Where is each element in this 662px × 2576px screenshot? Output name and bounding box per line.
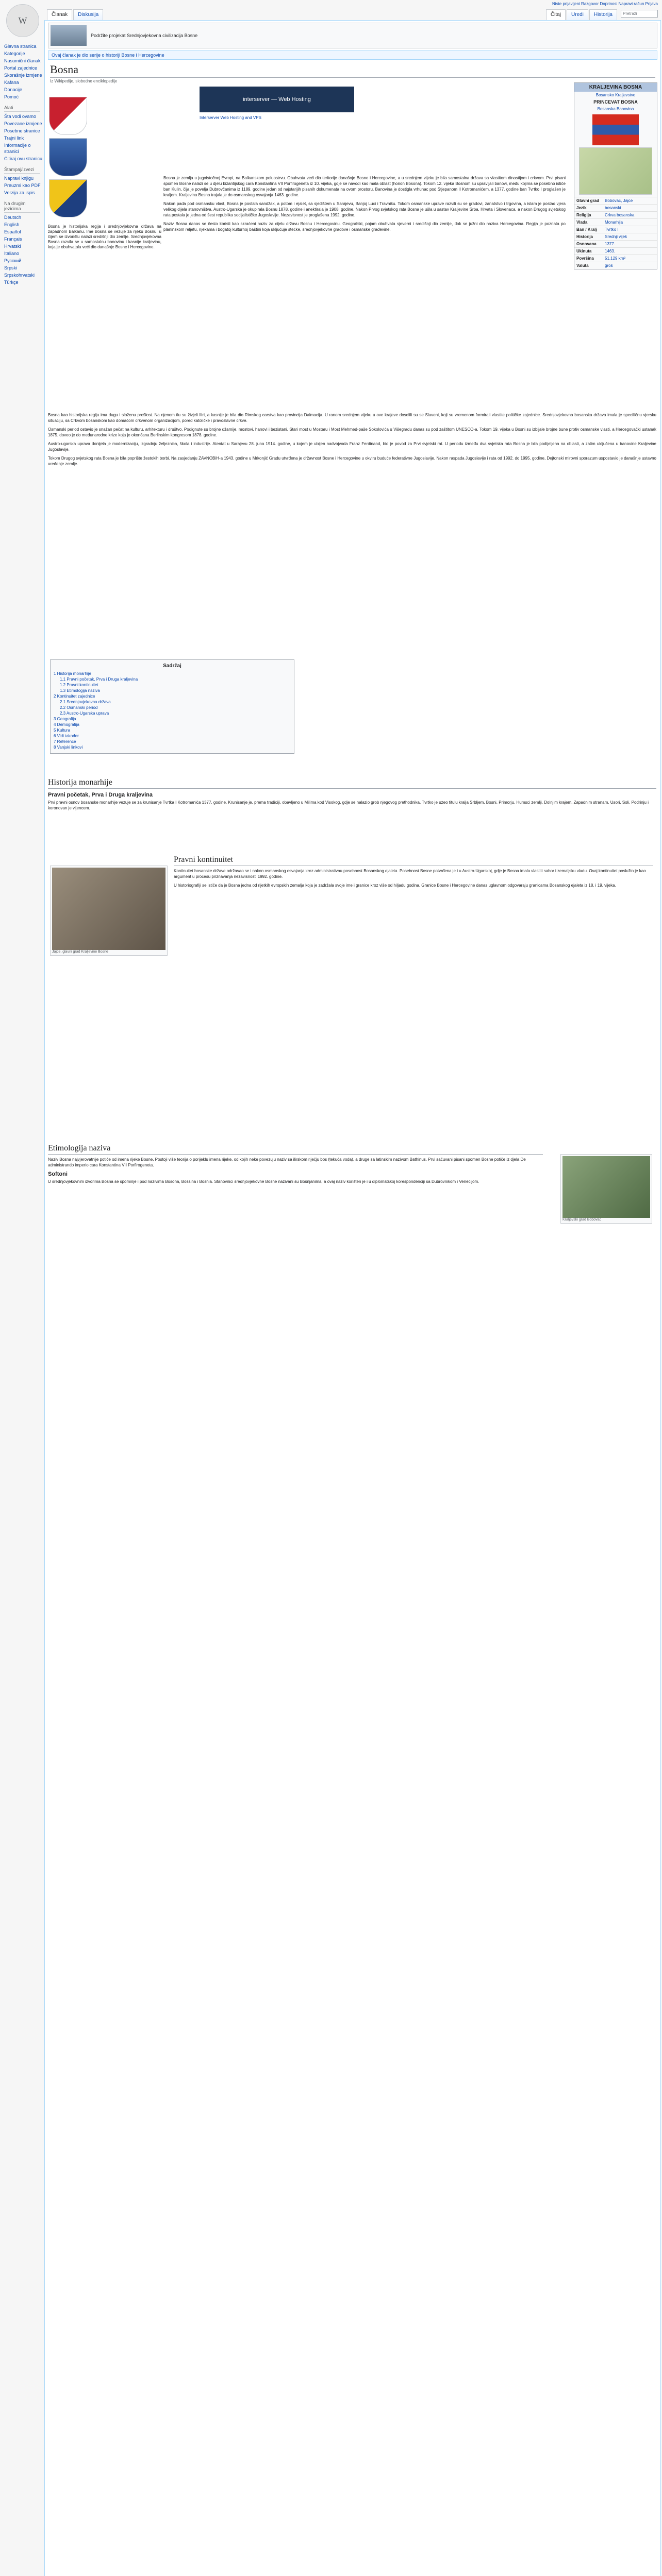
paragraph: Nakon pada pod osmansku vlast, Bosna je postala sandžak, a potom i ejalet, sa sjedištem u Sarajevu, Banjoj Luci i Travniku. Tokom osmanske uprave razvili su se gradovi, zanatstvo i trgovina, a islam je postao vjera velikog dijela stanovništva. Austro-Ugarska je okupirala Bosnu 1878. godine i anektirala je 1908. godine. Nakon Prvog svjetskog rata Bosna je ušla u sastav Kraljevine Srba, Hrvata i Slovenaca, a nakon Drugog svjetskog rata postala je jedna od šest republika socijalističke Jugoslavije. Nezavisnost je proglašena 1992. godine. xyxy=(163,201,566,217)
paragraph: Tokom Drugog svjetskog rata Bosna je bila poprište žestokih borbi. Na zasjedanju ZAVNOBiH-a 1943. godine u Mrkonjić Gradu utvrđena je državnost Bosne i Hercegovine u okviru buduće federativne Jugoslavije. Nakon raspada Jugoslavije i rata od 1992. do 1995. godine, Dejtonski mirovni sporazum uspostavio je današnje ustavno uređenje zemlje. xyxy=(48,456,656,466)
section-heading: Pravni kontinuitet xyxy=(174,855,653,866)
subsection-heading: Softoni xyxy=(48,1171,68,1177)
infobox-value[interactable]: 1463. xyxy=(605,249,616,253)
print-link[interactable]: Napravi knjigu xyxy=(4,176,34,181)
language-link[interactable]: Türkçe xyxy=(4,280,19,285)
section-etymology xyxy=(48,1144,543,1184)
header xyxy=(44,0,662,21)
sidebar-item-donate[interactable]: Donacije xyxy=(4,87,23,92)
tool-link[interactable]: Trajni link xyxy=(4,135,24,141)
infobox-value[interactable]: groš xyxy=(605,263,613,268)
paragraph: Osmanski period ostavio je snažan pečat na kulturu, arhitekturu i društvo. Podignute su brojne džamije, mostovi, hanovi i bezistani. Stari most u Mostaru i Most Mehmed-paše Sokolovića u Višegradu danas su pod zaštitom UNESCO-a. Tokom 19. vijeka u Bosni su izbijale brojne bune protiv osmanske vlasti, a Hercegovački ustanak 1875. doveo je do međunarodne krize koja je okončana Berlinskim kongresom 1878. godine. xyxy=(48,427,656,437)
paragraph: Naziv Bosna danas se često koristi kao skraćeni naziv za cijelu državu Bosnu i Hercegovinu. Geografski, pojam obuhvata sjeverni i središnji dio zemlje, dok se južni dio naziva Hercegovina. Regija je poznata po planinskom reljefu, rijekama i bogatoj kulturnoj baštini koja uključuje stećke, srednjovjekovne gradove i osmanske građevine. xyxy=(163,222,566,232)
infobox-row xyxy=(574,233,657,240)
ad-caption[interactable]: Interserver Web Hosting and VPS xyxy=(200,115,261,120)
tool-link[interactable]: Posebne stranice xyxy=(4,128,40,133)
toc-item[interactable]: 7 Reference xyxy=(54,739,76,744)
toc-item[interactable]: 1 Historija monarhije xyxy=(54,671,91,676)
language-link[interactable]: Italiano xyxy=(4,251,20,256)
infobox-row xyxy=(574,218,657,226)
sidebar xyxy=(0,0,44,2576)
sidebar-item-cafe[interactable]: Kafana xyxy=(4,80,19,85)
infobox-key: Vlada xyxy=(576,220,588,225)
body-prose xyxy=(48,412,656,470)
language-link[interactable]: Srpskohrvatski xyxy=(4,273,35,278)
paragraph: Prvi pravni osnov bosanske monarhije vezuje se za krunisanje Tvrtka I Kotromanića 1377. godine. Krunisanje je, prema tradiciji, obavljeno u Milima kod Visokog, gdje se nalazio grob njegovog prethodnika. Tvrtko je uzeo titulu kralja Srbljem, Bosni, Primorju, Humsci zemlji, Dolnjim krajem, Zapadnim stranam, Usori, Soli, Podrinju i koronovan je vijencem. xyxy=(48,800,649,810)
paragraph: Kontinuitet bosanske države održavao se i nakon osmanskog osvajanja kroz administrativnu posebnost Bosanskog ejaleta. Posebnost Bosne potvrđena je i u Austro-Ugarskoj, gdje je Bosna imala vlastiti sabor i zemaljsku vladu. Ovaj kontinuitet poslužio je kao argument u procesu priznavanja nezavisnosti 1992. godine. xyxy=(174,869,646,879)
paragraph: U srednjovjekovnim izvorima Bosna se spominje i pod nazivima Bosona, Bossina i Bosnia. Stanovnici srednjovjekovne Bosne nazivani su Bošnjanima, a ovaj naziv korišten je i u diplomatskoj korespondenciji sa Dubrovnikom i Venecijom. xyxy=(48,1179,479,1184)
toc-item[interactable]: 1.3 Etimologija naziva xyxy=(60,688,100,693)
infobox-key: Površina xyxy=(576,256,594,261)
section-continuity xyxy=(174,855,653,888)
language-link[interactable]: Русский xyxy=(4,258,22,263)
bobovac-image[interactable] xyxy=(562,1156,650,1218)
paragraph: U historiografiji se ističe da je Bosna jedna od rijetkih evropskih zemalja koja je zadržala svoje ime i granice kroz više od hiljadu godina. Granice Bosne i Hercegovine danas uglavnom odgovaraju granicama Bosanskog ejaleta iz 18. i 19. vijeka. xyxy=(174,883,616,888)
figure-bobovac xyxy=(560,1154,652,1224)
toc-item[interactable]: 5 Kultura xyxy=(54,728,71,733)
sidebar-item-community[interactable]: Portal zajednice xyxy=(4,65,38,71)
sidebar-item-main[interactable]: Glavna stranica xyxy=(4,44,37,49)
toc-item[interactable]: 4 Demografija xyxy=(54,722,79,727)
paragraph: Naziv Bosna najvjerovatnije potiče od imena rijeke Bosne. Postoji više teorija o porijeklu imena rijeke, od kojih neke povezuju naziv sa ilirskom riječju bos (tekuća voda), a druge sa latinskim nazivom Bathinus. Prvi sačuvani pisani spomen Bosne potiče iz djela De administrando imperio cara Konstantina VII Porfirogeneta. xyxy=(48,1157,526,1167)
infobox-key: Religija xyxy=(576,213,591,217)
view-tabs xyxy=(546,9,618,21)
infobox-row xyxy=(574,211,657,218)
infobox-key: Osnovana xyxy=(576,242,597,246)
sidebar-item-help[interactable]: Pomoć xyxy=(4,94,19,99)
infobox-value[interactable]: Monarhija xyxy=(605,220,623,225)
infobox-row xyxy=(574,262,657,269)
language-link[interactable]: Français xyxy=(4,236,22,242)
infobox-value[interactable]: Bobovac, Jajce xyxy=(605,198,633,203)
tab-history[interactable]: Historija xyxy=(589,9,617,21)
personal-tools[interactable]: Niste prijavljeni Razgovor Doprinosi Napravi račun Prijava xyxy=(552,2,658,6)
coat-of-arms-1 xyxy=(49,97,87,135)
language-link[interactable]: Deutsch xyxy=(4,215,22,220)
content xyxy=(44,20,661,2576)
sidebar-item-recent[interactable]: Skorašnje izmjene xyxy=(4,73,42,78)
toc-item[interactable]: 2.2 Osmanski period xyxy=(60,705,98,710)
subsection-heading: Pravni početak, Prva i Druga kraljevina xyxy=(48,792,153,798)
languages-heading: Na drugim jezicima xyxy=(4,201,40,213)
banner-image xyxy=(51,25,87,46)
page-title: Bosna xyxy=(50,63,655,78)
intro-prose xyxy=(163,175,566,235)
jajce-image[interactable] xyxy=(52,868,166,950)
print-link[interactable]: Verzija za ispis xyxy=(4,190,35,195)
infobox-key: Ukinuta xyxy=(576,249,592,253)
logo-text: W xyxy=(18,15,27,26)
banner-text[interactable]: Podržite projekat Srednjovjekovna civilizacija Bosne xyxy=(91,33,198,38)
infobox-key: Historija xyxy=(576,234,593,239)
language-link[interactable]: Srpski xyxy=(4,265,18,270)
print-link[interactable]: Preuzmi kao PDF xyxy=(4,183,41,188)
infobox-key: Glavni grad xyxy=(576,198,600,203)
infobox-row xyxy=(574,247,657,255)
coat-of-arms-3 xyxy=(49,179,87,217)
toc-item[interactable]: 2 Kontinuitet zajednice xyxy=(54,694,95,699)
tab-article[interactable]: Članak xyxy=(47,9,72,21)
infobox-value[interactable]: bosanski xyxy=(605,206,621,210)
coat-of-arms-2 xyxy=(49,138,87,176)
print-heading: Štampaj/izvezi xyxy=(4,167,40,174)
wiki-logo[interactable] xyxy=(6,4,39,37)
toc-item[interactable]: 3 Geografija xyxy=(54,717,76,721)
toc-item[interactable]: 2.1 Srednjovjekovna država xyxy=(60,700,111,704)
infobox-key: Jezik xyxy=(576,206,587,210)
tool-link[interactable]: Informacije o stranici xyxy=(4,143,31,154)
infobox-row xyxy=(574,204,657,211)
infobox-value[interactable]: 51.129 km² xyxy=(605,256,626,261)
paragraph: Bosna kao historijska regija ima dugu i složenu prošlost. Na njenom tlu su živjeli Iliri, a kasnije je bila dio Rimskog carstva kao provincija Dalmacija. U ranom srednjem vijeku u ove krajeve doselili su se Slaveni, koji su vremenom formirali vlastite političke zajednice. Srednjovjekovna bosanska država imala je specifičnu vjersku situaciju, sa Crkvom bosanskom kao domaćom crkvenom organizacijom, pored katoličke i pravoslavne crkve. xyxy=(48,413,656,423)
tab-read[interactable]: Čitaj xyxy=(546,9,566,21)
language-link[interactable]: English xyxy=(4,222,20,227)
infobox-title: KRALJEVINA BOSNA xyxy=(574,83,657,92)
infobox-key: Valuta xyxy=(576,263,589,268)
figure-jajce xyxy=(50,866,168,956)
infobox xyxy=(574,82,657,269)
figure-caption: Jajce, glavni grad Kraljevine Bosne xyxy=(52,950,108,954)
namespace-tabs xyxy=(47,9,104,21)
intro-left-text: Bosna je historijska regija i srednjovjekovna država na zapadnom Balkanu. Ime Bosna se vezuje za rijeku Bosnu, u čijem se izvorištu nalazi središnji dio zemlje. Srednjovjekovna Bosna razvila se u samostalnu banovinu i kasnije kraljevinu, koja je obuhvatala veći dio današnje Bosne i Hercegovine. xyxy=(48,224,161,249)
paragraph: Austro-ugarska uprava donijela je modernizaciju, izgradnju željeznica, škola i industrije. Atentat u Sarajevu 28. juna 1914. godine, u kojem je ubijen nadvojvoda Franz Ferdinand, bio je povod za Prvi svjetski rat. U periodu između dva svjetska rata Bosna je bila podijeljena na oblasti, a zatim uključena u banovine Kraljevine Jugoslavije. xyxy=(48,442,656,452)
tool-link[interactable]: Povezane izmjene xyxy=(4,121,42,126)
tools-heading: Alati xyxy=(4,105,40,112)
sidebar-item-random[interactable]: Nasumični članak xyxy=(4,58,41,63)
infobox-row xyxy=(574,197,657,204)
flag-image[interactable] xyxy=(592,114,639,145)
sidebar-item-categories[interactable]: Kategorije xyxy=(4,51,25,56)
map-image[interactable] xyxy=(579,147,652,195)
section-heading: Historija monarhije xyxy=(48,778,656,789)
infobox-subtitle[interactable]: Bosansko Kraljevstvo xyxy=(595,93,636,97)
infobox-key: Ban / Kralj xyxy=(576,227,597,232)
infobox-row xyxy=(574,240,657,247)
infobox-value[interactable]: 1377. xyxy=(605,242,616,246)
series-banner[interactable]: Ovaj članak je dio serije o historiji Bosne i Hercegovine xyxy=(48,50,657,60)
table-of-contents xyxy=(50,659,294,754)
toc-title: Sadržaj xyxy=(163,663,181,669)
top-banner xyxy=(48,23,657,48)
ad-banner[interactable]: interserver — Web Hosting xyxy=(200,87,354,112)
section-history xyxy=(48,778,656,811)
toc-item[interactable]: 1.2 Pravni kontinuitet xyxy=(60,683,98,687)
infobox-row xyxy=(574,255,657,262)
toc-item[interactable]: 1.1 Pravni početak, Prva i Druga kraljevina xyxy=(60,677,138,682)
figure-caption: Kraljevski grad Bobovac xyxy=(562,1218,602,1222)
tab-talk[interactable]: Diskusija xyxy=(73,9,103,21)
sidebar-nav xyxy=(4,43,44,285)
infobox-subtitle-2[interactable]: Bosanska Banovina xyxy=(597,107,634,111)
section-heading: Etimologija naziva xyxy=(48,1144,543,1155)
search-input[interactable]: Pretraži xyxy=(621,10,658,18)
toc-item[interactable]: 8 Vanjski linkovi xyxy=(54,745,83,750)
infobox-row xyxy=(574,226,657,233)
infobox-value[interactable]: Srednji vijek xyxy=(605,234,627,239)
infobox-title-2: PRINCEVAT BOSNA xyxy=(593,99,638,105)
paragraph: Bosna je zemlja u jugoistočnoj Evropi, na Balkanskom poluostrvu. Obuhvata veći dio teritorije današnje Bosne i Hercegovine, a u srednjem vijeku je bila samostalna država sa vlastitom dinastijom i crkvom. Prvi pisani spomen Bosne nalazi se u djelu bizantijskog cara Konstantina VII Porfirogeneta iz 10. vijeka, gdje se navodi kao mala oblast (horion Bosona). Tokom 12. vijeka Bosnom su upravljali banovi, među kojima se posebno ističe ban Kulin, čija je povelja Dubrovčanima iz 1189. godine jedan od najstarijih pisanih dokumenata na ovom prostoru. Banovina je dostigla vrhunac pod Stjepanom II Kotromanićem, a 1377. godine ban Tvrtko I proglašen je kraljem. Kraljevina Bosna trajala je do osmanskog osvajanja 1463. godine. xyxy=(163,176,566,197)
infobox-value[interactable]: Tvrtko I xyxy=(605,227,619,232)
language-link[interactable]: Español xyxy=(4,229,21,234)
toc-item[interactable]: 2.3 Austro-Ugarska uprava xyxy=(60,711,109,716)
tab-edit[interactable]: Uredi xyxy=(567,9,588,21)
infobox-value[interactable]: Crkva bosanska xyxy=(605,213,635,217)
tool-link[interactable]: Šta vodi ovamo xyxy=(4,114,37,119)
language-link[interactable]: Hrvatski xyxy=(4,244,21,249)
tool-link[interactable]: Citiraj ovu stranicu xyxy=(4,156,43,161)
page-subtitle: Iz Wikipedije, slobodne enciklopedije xyxy=(50,79,118,83)
toc-item[interactable]: 6 Vidi također xyxy=(54,734,79,738)
